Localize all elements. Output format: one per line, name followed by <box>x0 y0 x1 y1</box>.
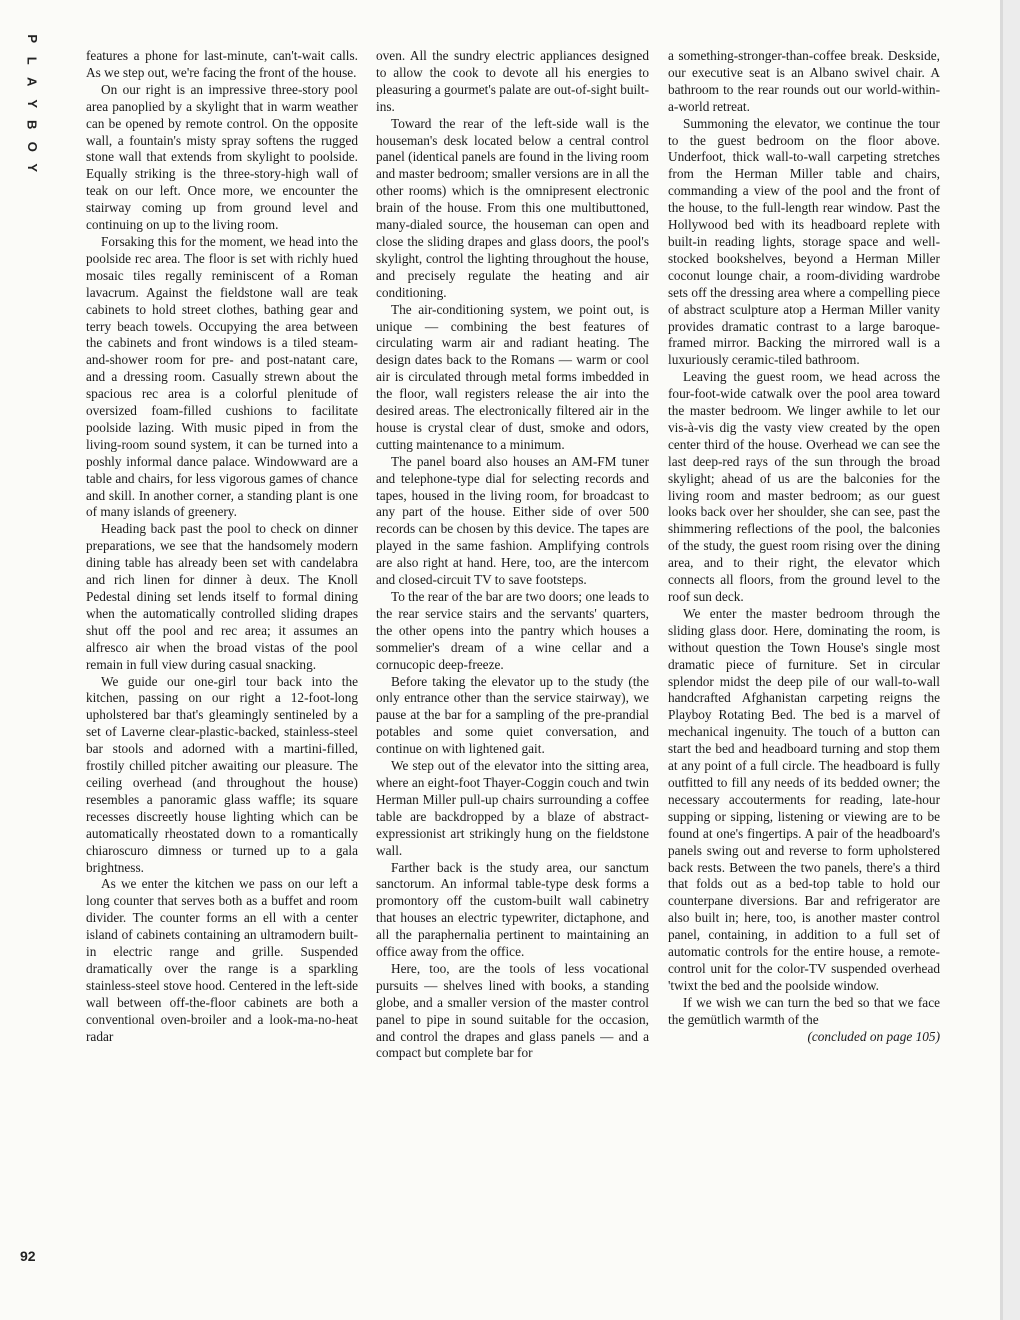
paragraph: Forsaking this for the moment, we head into the poolside rec area. The floor is set with richly hued mosaic tiles regally reminiscent of a Roman lavacrum. Against the fieldstone wall are teak cabinets to hold street clothes, bathing gear and terry beach towels. Occupying the area between the cabinets and front windows is a tiled steam-and-shower room for pre- and post-natant care, and a dressing room. Casually strewn about the spacious rec area is a colorful plenitude of oversized foam-filled cushions to facilitate poolside lazing. With music piped in from the living-room sound system, it can be turned into a poshly informal dance palace. Windowward are a table and chairs, for less vigorous games of chance and skill. In another corner, a standing plant is one of many islands of greenery. <box>86 233 358 520</box>
continuation-note: (concluded on page 105) <box>807 1028 940 1044</box>
paragraph: On our right is an impressive three-story pool area panoplied by a skylight that in warm weather can be opened by remote control. On the opposite wall, a fountain's misty spray softens the rugged stone wall that extends from skylight to poolside. Equally striking is the three-story-high wall of teak on our left. Once more, we encounter the stairway coming up from ground level and continuing on up to the living room. <box>86 81 358 233</box>
text-column-1 <box>86 48 358 1278</box>
text-column-3 <box>668 48 940 1278</box>
paragraph: Here, too, are the tools of less vocational pursuits — shelves lined with books, a standing globe, and a smaller version of the master control panel to pipe in sound suitable for the occasion, and control the drapes and glass panels — and a compact but complete bar for <box>376 960 649 1061</box>
masthead-letter: A <box>24 77 40 87</box>
paragraph: We guide our one-girl tour back into the kitchen, passing on our right a 12-foot-long upholstered bar that's gleamingly sentineled by a set of Laverne clear-plastic-backed, stainless-steel bar stools and adorned with a martini-filled, frostily chilled pitcher awaiting our pleasure. The ceiling overhead (and throughout the house) resembles a panoramic glass waffle; its square recesses discreetly house lighting which can be automatically rheostated down to a romantically chiaroscuro dimness or turned up to a gala brightness. <box>86 673 358 875</box>
paragraph: Heading back past the pool to check on dinner preparations, we see that the handsomely modern dining table has already been set with candelabra and rich linen for dinner à deux. The Knoll Pedestal dining set lends itself to formal dining when the automatically controlled sliding drapes shut off the pool and rec area; it assumes an alfresco air when the broad vistas of the pool remain in full view during casual snacking. <box>86 521 358 672</box>
masthead-letter: L <box>24 56 40 65</box>
masthead-letter: Y <box>24 98 40 108</box>
paragraph: Summoning the elevator, we continue the tour to the guest bedroom on the floor above. Underfoot, thick wall-to-wall carpeting stretches from the Herman Miller table and chairs, commanding a view of the pool and the front of the house, to the full-length rear window. Past the Hollywood bed with its headboard replete with built-in reading lights, storage space and well-stocked bookshelves, beyond a Herman Miller coconut lounge chair, a room-dividing wardrobe sets off the dressing area where a compelling piece of abstract sculpture atop a Herman Miller vanity provides dramatic contrast to a large baroque-framed mirror. Backing the mirrored wall is a luxuriously ceramic-tiled bathroom. <box>668 115 940 368</box>
masthead-letter: Y <box>24 163 40 173</box>
paragraph: The air-conditioning system, we point out, is unique — combining the best features of circulating warm air and radiant heating. The design dates back to the Romans — warm or cool air is circulated through metal forms imbedded in the floor, wall registers release the air into the desired areas. The electronically filtered air in the house is crystal clear of dust, smoke and odors, cutting maintenance to a minimum. <box>376 301 649 452</box>
paragraph: Leaving the guest room, we head across the four-foot-wide catwalk over the pool area toward the master bedroom. We linger awhile to let our vis-à-vis dig the vasty view created by the open center third of the house. Overhead we can see the last deep-red rays of the sun through the broad skylight; ahead of us are the balconies for the living room and master bedroom; as our guest looks back over her shoulder, she can see, past the shimmering reflections of the pool, the balconies of the study, the guest room rising over the dining area, and to their right, the elevator which connects all floors, from the ground level to the roof sun deck. <box>668 369 940 604</box>
paragraph: Before taking the elevator up to the study (the only entrance other than the service stairway), we pause at the bar for a sampling of the pre-prandial potables and some quiet conversation, and continue on with lightened gait. <box>376 673 649 757</box>
masthead-letter: B <box>24 120 40 130</box>
paragraph: As we enter the kitchen we pass on our left a long counter that serves both as a buffet and room divider. The counter forms an ell with a center island of cabinets containing an ultramodern built-in electric range and grille. Suspended dramatically over the range is a sparkling stainless-steel stove hood. Centered in the left-side wall between off-the-floor cabinets are both a conventional oven-broiler and a look-ma-no-heat radar <box>86 876 358 1044</box>
paragraph: We step out of the elevator into the sitting area, where an eight-foot Thayer-Coggin couch and twin Herman Miller pull-up chairs surrounding a coffee table are backdropped by a blaze of abstract-expressionist art strikingly hung on the fieldstone wall. <box>376 758 649 858</box>
text-column-2 <box>376 48 649 1278</box>
page-number: 92 <box>20 1248 36 1264</box>
paragraph: oven. All the sundry electric appliances designed to allow the cook to devote all his energies to pleasuring a gourmet's palate are out-of-sight built-ins. <box>376 48 649 114</box>
paragraph: We enter the master bedroom through the sliding glass door. Here, dominating the room, is without question the Town House's single most dramatic piece of furniture. Set in circular splendor midst the deep pile of our wall-to-wall handcrafted Afghanistan carpeting reigns the Playboy Rotating Bed. The bed is a marvel of mechanical ingenuity. The touch of a button can start the bed and headboard turning and stop them at any point of a full circle. The headboard is fully outfitted to fill any needs of its bedded owner; the necessary accouterments for reading, late-hour supping or sipping, listening or viewing are to be found at one's fingertips. A pair of the headboard's panels swing out and reverse to form upholstered back rests. Between the two panels, there's a third that folds out as a bed-top table to hold our counterpane diversions. Bar and refrigerator are also built in; here, too, is another master control panel, containing, in addition to a full set of automatic controls for the entire house, a remote-control unit for the color-TV suspended overhead 'twixt the bed and the poolside window. <box>668 605 940 993</box>
paragraph: features a phone for last-minute, can't-wait calls. As we step out, we're facing the front of the house. <box>86 48 358 80</box>
masthead-letter: O <box>24 141 40 152</box>
paragraph: Toward the rear of the left-side wall is the houseman's desk located below a central control panel (identical panels are found in the living room and master bedroom; smaller versions are in all the other rooms) which is the omnipresent electronic brain of the house. From this one multibuttoned, many-dialed source, the houseman can open and close the sliding drapes and glass doors, the pool's skylight, control the lighting throughout the house, and precisely regulate the heating and air conditioning. <box>376 115 649 300</box>
paragraph: To the rear of the bar are two doors; one leads to the rear service stairs and the servants' quarters, the other opens into the pantry which houses a sommelier's dream of a wine cellar and a cornucopic deep-freeze. <box>376 589 649 672</box>
paragraph: a something-stronger-than-coffee break. Deskside, our executive seat is an Albano swivel chair. A bathroom to the rear rounds out our world-within-a-world retreat. <box>668 48 940 114</box>
paragraph: Farther back is the study area, our sanctum sanctorum. An informal table-type desk forms a promontory off the custom-built wall cabinetry that houses an electric typewriter, dictaphone, and all the paraphernalia pertinent to maintaining an office away from the office. <box>376 859 649 960</box>
masthead-letter: P <box>24 34 40 44</box>
page-edge <box>1000 0 1020 1320</box>
paragraph: If we wish we can turn the bed so that we face the gemütlich warmth of the <box>668 994 940 1027</box>
paragraph: The panel board also houses an AM-FM tuner and telephone-type dial for selecting records and tapes, housed in the living room, for broadcast to any part of the house. Either side of over 500 records can be chosen by this device. The tapes are played in the same fashion. Amplifying controls are also right at hand. Here, too, are the intercom and closed-circuit TV to save footsteps. <box>376 453 649 588</box>
playboy-masthead <box>20 28 44 179</box>
